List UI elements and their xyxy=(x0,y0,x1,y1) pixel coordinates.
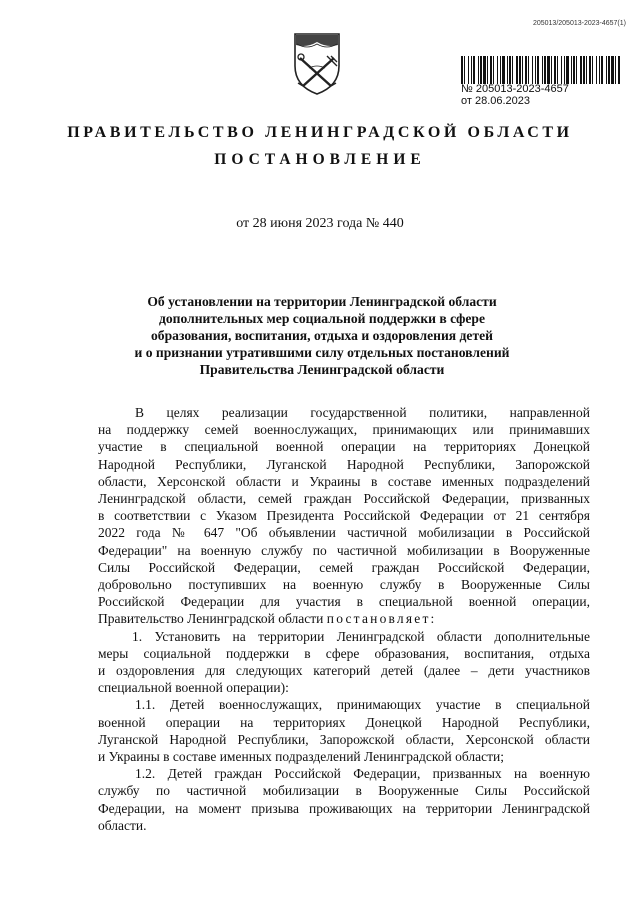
body-line xyxy=(98,610,590,627)
document-type-title: ПОСТАНОВЛЕНИЕ xyxy=(214,151,426,168)
body-line: военной операции на территориях Донецкой Народной Республики, xyxy=(98,714,590,730)
barcode xyxy=(461,56,620,84)
preamble-closing-text: Правительство Ленинградской области xyxy=(98,611,327,627)
body-line: В целях реализации государственной политики, направленной xyxy=(135,405,590,420)
item-1-2-paragraph xyxy=(98,765,590,834)
registration-code: 205013/205013-2023-4657(1) xyxy=(532,20,626,27)
body-line: добровольно поступивших на военную службу в Вооруженные Силы xyxy=(98,577,590,593)
subject-line: Правительства Ленинградской области xyxy=(199,362,445,377)
registration-date: от 28.06.2023 xyxy=(461,95,531,107)
registration-number: № 205013-2023-4657 xyxy=(461,83,569,95)
body-line: службу по частичной мобилизации в Вооруженные Силы Российской xyxy=(98,783,590,799)
body-line: области. xyxy=(98,817,147,833)
body-line: специальной военной операции): xyxy=(98,680,289,696)
body-line: и оздоровления для следующих категорий детей (далее – дети участников xyxy=(98,663,590,679)
subject-line: образования, воспитания, отдыха и оздоровления детей xyxy=(151,328,493,343)
body-line: 1.1. Детей военнослужащих, принимающих участие в специальной xyxy=(135,697,590,713)
subject-line: и о признании утратившими силу отдельных постановлений xyxy=(134,345,510,360)
body-line: участие в специальной военной операции на территориях Донецкой xyxy=(98,439,590,455)
subject-line: Об установлении на территории Ленинградской области xyxy=(147,294,497,309)
body-line: 1.2. Детей граждан Российской Федерации, призванных на военную xyxy=(135,766,590,782)
document-date-number: от 28 июня 2023 года № 440 xyxy=(236,216,404,231)
body-line: Народной Республики, Луганской Народной Республики, Запорожской xyxy=(98,456,590,472)
body-line: и Украины в составе именных подразделений Ленинградской области; xyxy=(98,749,505,765)
body-line: Федерации" на военную службу по частичной мобилизации в Вооруженные xyxy=(98,542,590,558)
coat-of-arms-emblem xyxy=(287,30,347,96)
subject-line: дополнительных мер социальной поддержки в сфере xyxy=(158,311,486,326)
body-line: 1. Установить на территории Ленинградской области дополнительные xyxy=(132,628,590,644)
resolves-word: постановляет: xyxy=(326,611,437,627)
body-line: Силы Российской Федерации, семей граждан Российской Федерации, xyxy=(98,559,590,575)
item-1-paragraph xyxy=(98,628,590,697)
body-line: в соответствии с Указом Президента Российской Федерации от 21 сентября xyxy=(98,508,590,524)
body-line: меры социальной поддержки в сфере образования, воспитания, отдыха xyxy=(98,645,590,661)
body-line: на поддержку семей военнослужащих, принимающих или принимавших xyxy=(98,422,590,438)
body-line: Луганской Народной Республики, Запорожской области, Херсонской области xyxy=(98,731,590,747)
body-line: области, Херсонской области и Украины в составе именных подразделений xyxy=(98,473,590,489)
body-line: Федерации, на момент призыва проживающих на территории Ленинградской xyxy=(98,800,590,816)
body-line: Российской Федерации для участия в специальной военной операции, xyxy=(98,594,590,610)
document-body xyxy=(98,404,590,834)
document-subject xyxy=(130,293,514,378)
item-1-1-paragraph xyxy=(98,696,590,765)
preamble-paragraph xyxy=(98,404,590,628)
organization-title: ПРАВИТЕЛЬСТВО ЛЕНИНГРАДСКОЙ ОБЛАСТИ xyxy=(67,124,573,141)
body-line: 2022 года № 647 "Об объявлении частичной мобилизации в Российской xyxy=(98,525,590,541)
body-line: Ленинградской области, семей граждан Российской Федерации, призванных xyxy=(98,491,590,507)
